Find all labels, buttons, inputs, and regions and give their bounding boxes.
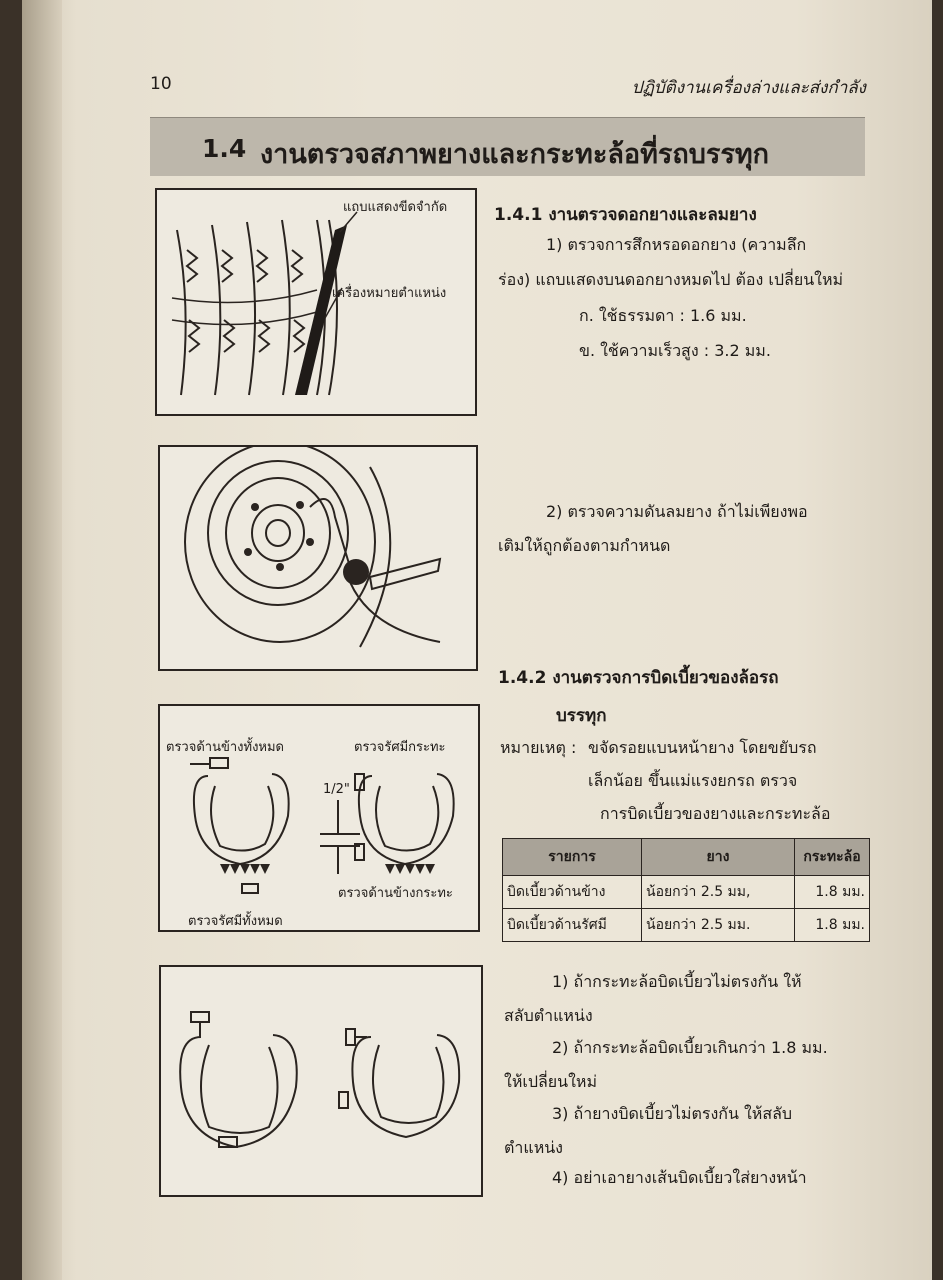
row-tire: น้อยกว่า 2.5 มม, xyxy=(642,876,795,909)
radial-rim-label: ตรวจรัศมีกระทะ xyxy=(354,740,446,755)
rim-illustration xyxy=(161,967,481,1195)
subsection-heading-1-4-1: 1.4.1 งานตรวจดอกยางและลมยาง xyxy=(494,205,757,225)
table-header-row xyxy=(503,839,870,876)
runout-check-figure xyxy=(158,704,480,932)
subsection-heading-1-4-2: 1.4.2 งานตรวจการบิดเบี้ยวของล้อรถ xyxy=(498,668,779,688)
wear-bar-label: แถบแสดงขีดจำกัด xyxy=(343,200,448,215)
row-item: บิดเบี้ยวด้านรัศมี xyxy=(503,909,642,942)
header-item: รายการ xyxy=(503,839,642,876)
header-tire: ยาง xyxy=(642,839,795,876)
position-mark-label: เครื่องหมายตำแหน่ง xyxy=(332,286,447,301)
wheel-gauge-illustration xyxy=(160,447,476,669)
row-tire: น้อยกว่า 2.5 มม. xyxy=(642,909,795,942)
section-number: 1.4 xyxy=(202,134,247,163)
tread-wear-figure xyxy=(155,188,477,416)
note-line1: ขจัดรอยแบนหน้ายาง โดยขยับรถ xyxy=(588,738,817,757)
tire-pressure-figure xyxy=(158,445,478,671)
page-spine xyxy=(22,0,62,1280)
item2-line2: เติมให้ถูกต้องตามกำหนด xyxy=(498,536,671,555)
section-banner xyxy=(150,117,865,176)
section-title: งานตรวจสภาพยางและกระทะล้อที่รถบรรทุก xyxy=(260,139,770,170)
half-inch-label: 1/2" xyxy=(323,782,350,797)
note-line2: เล็กน้อย ขึ้นแม่แรงยกรถ ตรวจ xyxy=(588,771,798,790)
step3-line1: 3) ถ้ายางบิดเบี้ยวไม่ตรงกัน ให้สลับ xyxy=(552,1104,793,1123)
item1-sub-a: ก. ใช้ธรรมดา : 1.6 มม. xyxy=(579,306,747,325)
note-label: หมายเหตุ : xyxy=(500,738,577,757)
radial-all-label: ตรวจรัศมีทั้งหมด xyxy=(188,914,283,929)
runout-spec-table xyxy=(502,838,870,942)
lateral-all-label: ตรวจด้านข้างทั้งหมด xyxy=(166,740,285,755)
row-rim: 1.8 มม. xyxy=(795,909,870,942)
page-number: 10 xyxy=(150,74,172,94)
note-line3: การบิดเบี้ยวของยางและกระทะล้อ xyxy=(600,804,831,823)
row-rim: 1.8 มม. xyxy=(795,876,870,909)
step2-line1: 2) ถ้ากระทะล้อบิดเบี้ยวเกินกว่า 1.8 มม. xyxy=(552,1038,828,1057)
lateral-rim-label: ตรวจด้านข้างกระทะ xyxy=(338,886,453,901)
subsection-heading-1-4-2-cont: บรรทุก xyxy=(556,706,607,726)
item2-line1: 2) ตรวจความดันลมยาง ถ้าไม่เพียงพอ xyxy=(546,502,808,521)
header-rim: กระทะล้อ xyxy=(795,839,870,876)
step3-line2: ตำแหน่ง xyxy=(504,1138,563,1157)
step4-line1: 4) อย่าเอายางเส้นบิดเบี้ยวใส่ยางหน้า xyxy=(552,1168,807,1187)
wheel-runout-figure xyxy=(159,965,483,1197)
step1-line1: 1) ถ้ากระทะล้อบิดเบี้ยวไม่ตรงกัน ให้ xyxy=(552,972,802,991)
step1-line2: สลับตำแหน่ง xyxy=(504,1006,593,1025)
book-page xyxy=(22,0,932,1280)
item1-line2: ร่อง) แถบแสดงบนดอกยางหมดไป ต้อง เปลี่ยนใหม่ xyxy=(498,270,844,289)
table-row xyxy=(503,909,870,942)
item1-sub-b: ข. ใช้ความเร็วสูง : 3.2 มม. xyxy=(579,341,771,360)
step2-line2: ให้เปลี่ยนใหม่ xyxy=(504,1072,598,1091)
table-row xyxy=(503,876,870,909)
running-header-title: ปฏิบัติงานเครื่องล่างและส่งกำลัง xyxy=(631,78,866,98)
row-item: บิดเบี้ยวด้านข้าง xyxy=(503,876,642,909)
item1-line1: 1) ตรวจการสึกหรอดอกยาง (ความลึก xyxy=(546,235,807,254)
